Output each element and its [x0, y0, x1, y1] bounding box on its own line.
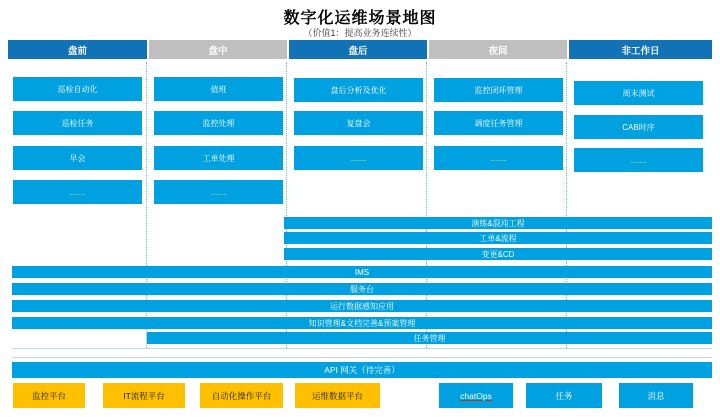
divider-line: [12, 348, 712, 349]
scenario-box: 复盘会: [294, 111, 423, 135]
capability-bar: 演练&混沌工程: [284, 217, 712, 229]
column-header-night: 夜间: [429, 40, 567, 59]
page-title: 数字化运维场景地图: [283, 10, 437, 27]
scenario-box: ……: [434, 146, 563, 170]
capability-bar: 服务台: [12, 283, 712, 295]
column-header-post-market: 盘后: [289, 40, 427, 59]
scenario-box: 盘后分析及优化: [294, 78, 423, 102]
scenario-box: 巡检任务: [13, 111, 142, 135]
column-header-pre-market: 盘前: [8, 40, 147, 59]
scenario-box: ……: [294, 146, 423, 170]
capability-bar: 运行数据感知应用: [12, 300, 712, 312]
platform-box-message: 消息: [619, 383, 693, 408]
capability-bar: 变更&CD: [284, 248, 712, 260]
capability-bar: IMS: [12, 266, 712, 278]
platform-box-chatops: chatOps: [439, 383, 513, 408]
scenario-box: 巡检自动化: [13, 77, 142, 101]
platform-box-ops-data: 运维数据平台: [295, 383, 380, 408]
divider-line: [12, 357, 712, 358]
capability-bar: 知识管理&文档完善&预案管理: [12, 317, 712, 329]
scenario-box: 早会: [13, 146, 142, 170]
scenario-box: 工单处理: [154, 146, 283, 170]
scenario-box: 周末测试: [574, 81, 703, 105]
column-header-non-workday: 非工作日: [569, 40, 712, 59]
platform-box-it-process: IT流程平台: [103, 383, 185, 408]
page-subtitle: （价值1：提高业务连续性）: [303, 28, 417, 38]
scenario-box: 监控闭环管理: [434, 78, 563, 102]
column-header-intraday: 盘中: [149, 40, 287, 59]
scenario-box: ……: [154, 180, 283, 204]
api-gateway-bar: API 网关（待完善）: [12, 362, 712, 378]
capability-bar: 任务管理: [147, 332, 712, 344]
scenario-box: 调度任务管理: [434, 111, 563, 135]
platform-box-task: 任务: [526, 383, 602, 408]
scenario-box: ……: [574, 148, 703, 172]
capability-bar: 工单&流程: [284, 232, 712, 244]
platform-box-monitoring: 监控平台: [13, 383, 85, 408]
scenario-box: 值班: [154, 77, 283, 101]
scenario-box: 监控处理: [154, 111, 283, 135]
platform-box-automation-ops: 自动化操作平台: [200, 383, 283, 408]
scenario-box: CAB时序: [574, 115, 703, 139]
scenario-box: ……: [13, 180, 142, 204]
